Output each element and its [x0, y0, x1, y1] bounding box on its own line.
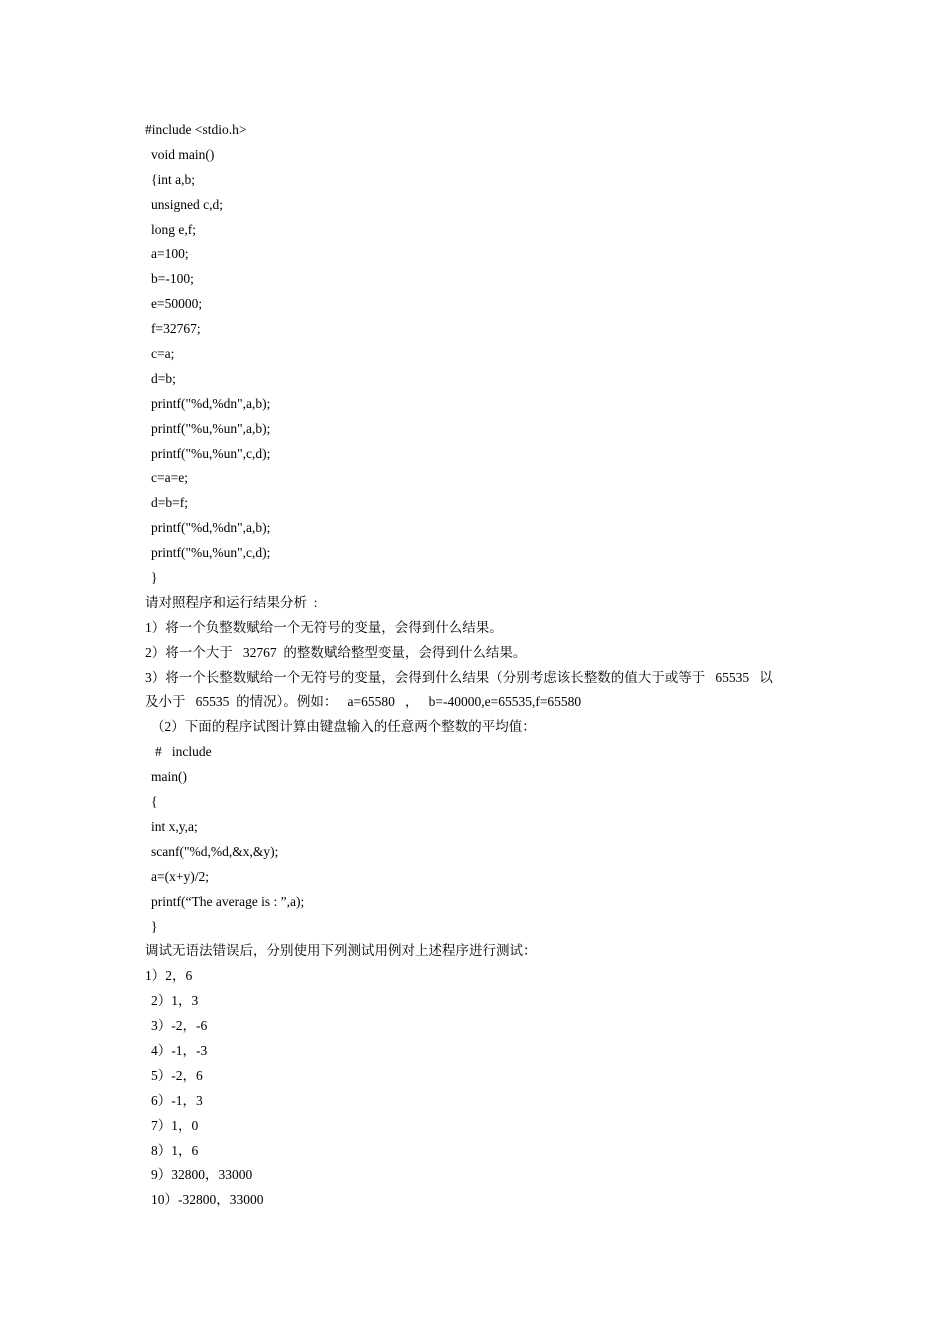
code-line: d=b; [151, 370, 176, 386]
analysis-question-3-cont: 及小于 65535 的情况）。例如： a=65580 ， b=-40000,e=65535,f=65580 [145, 694, 582, 710]
test-case: 4）-1，-3 [151, 1042, 208, 1058]
test-case-list [145, 964, 825, 1213]
test-case: 10）-32800，33000 [151, 1192, 264, 1208]
code-line: { [151, 794, 158, 810]
test-case: 8）1，6 [151, 1142, 199, 1158]
code-line: b=-100; [151, 271, 194, 287]
code-line: a=100; [151, 246, 189, 262]
analysis-section [145, 591, 825, 715]
code-line: long e,f; [151, 221, 196, 237]
code-line: c=a=e; [151, 470, 188, 486]
test-intro: 调试无语法错误后，分别使用下列测试用例对上述程序进行测试： [145, 943, 537, 959]
code-line: } [151, 570, 158, 586]
test-case: 2）1，3 [151, 993, 199, 1009]
code-block-2 [145, 740, 825, 939]
code-line: printf(“The average is : ”,a); [151, 893, 305, 909]
code-line: {int a,b; [151, 171, 195, 187]
code-line: } [151, 918, 158, 934]
code-line: unsigned c,d; [151, 196, 223, 212]
analysis-question-2: 2）将一个大于 32767 的整数赋给整型变量，会得到什么结果。 [145, 644, 527, 660]
document-body [145, 118, 825, 1213]
test-case: 6）-1，3 [151, 1092, 203, 1108]
code-line: printf("%u,%un",a,b); [151, 420, 271, 436]
code-line: scanf("%d,%d,&x,&y); [151, 843, 279, 859]
code-line: printf("%u,%un",c,d); [151, 445, 271, 461]
analysis-question-3: 3）将一个长整数赋给一个无符号的变量，会得到什么结果（分别考虑该长整数的值大于或等于 65535 以 [145, 669, 773, 685]
code-line: # include [155, 744, 212, 760]
code-line: f=32767; [151, 321, 201, 337]
code-line: main() [151, 769, 187, 785]
code-line: c=a; [151, 346, 175, 362]
code-line: e=50000; [151, 296, 203, 312]
code-line: printf("%d,%dn",a,b); [151, 520, 271, 536]
test-case: 3）-2，-6 [151, 1018, 208, 1034]
code-line: printf("%d,%dn",a,b); [151, 395, 271, 411]
test-case: 9）32800，33000 [151, 1167, 253, 1183]
test-case: 1）2，6 [145, 968, 193, 984]
code-line: printf("%u,%un",c,d); [151, 545, 271, 561]
part2-heading: （2）下面的程序试图计算由键盘输入的任意两个整数的平均值： [151, 719, 536, 735]
code-line: d=b=f; [151, 495, 188, 511]
code-line: a=(x+y)/2; [151, 868, 209, 884]
code-line: #include <stdio.h> [145, 122, 247, 137]
code-block-1 [145, 118, 825, 591]
analysis-question-1: 1）将一个负整数赋给一个无符号的变量，会得到什么结果。 [145, 619, 503, 635]
test-case: 7）1，0 [151, 1117, 199, 1133]
code-line: void main() [151, 146, 215, 162]
code-line: int x,y,a; [151, 818, 198, 834]
test-case: 5）-2，6 [151, 1067, 203, 1083]
analysis-intro: 请对照程序和运行结果分析 : [145, 594, 318, 610]
